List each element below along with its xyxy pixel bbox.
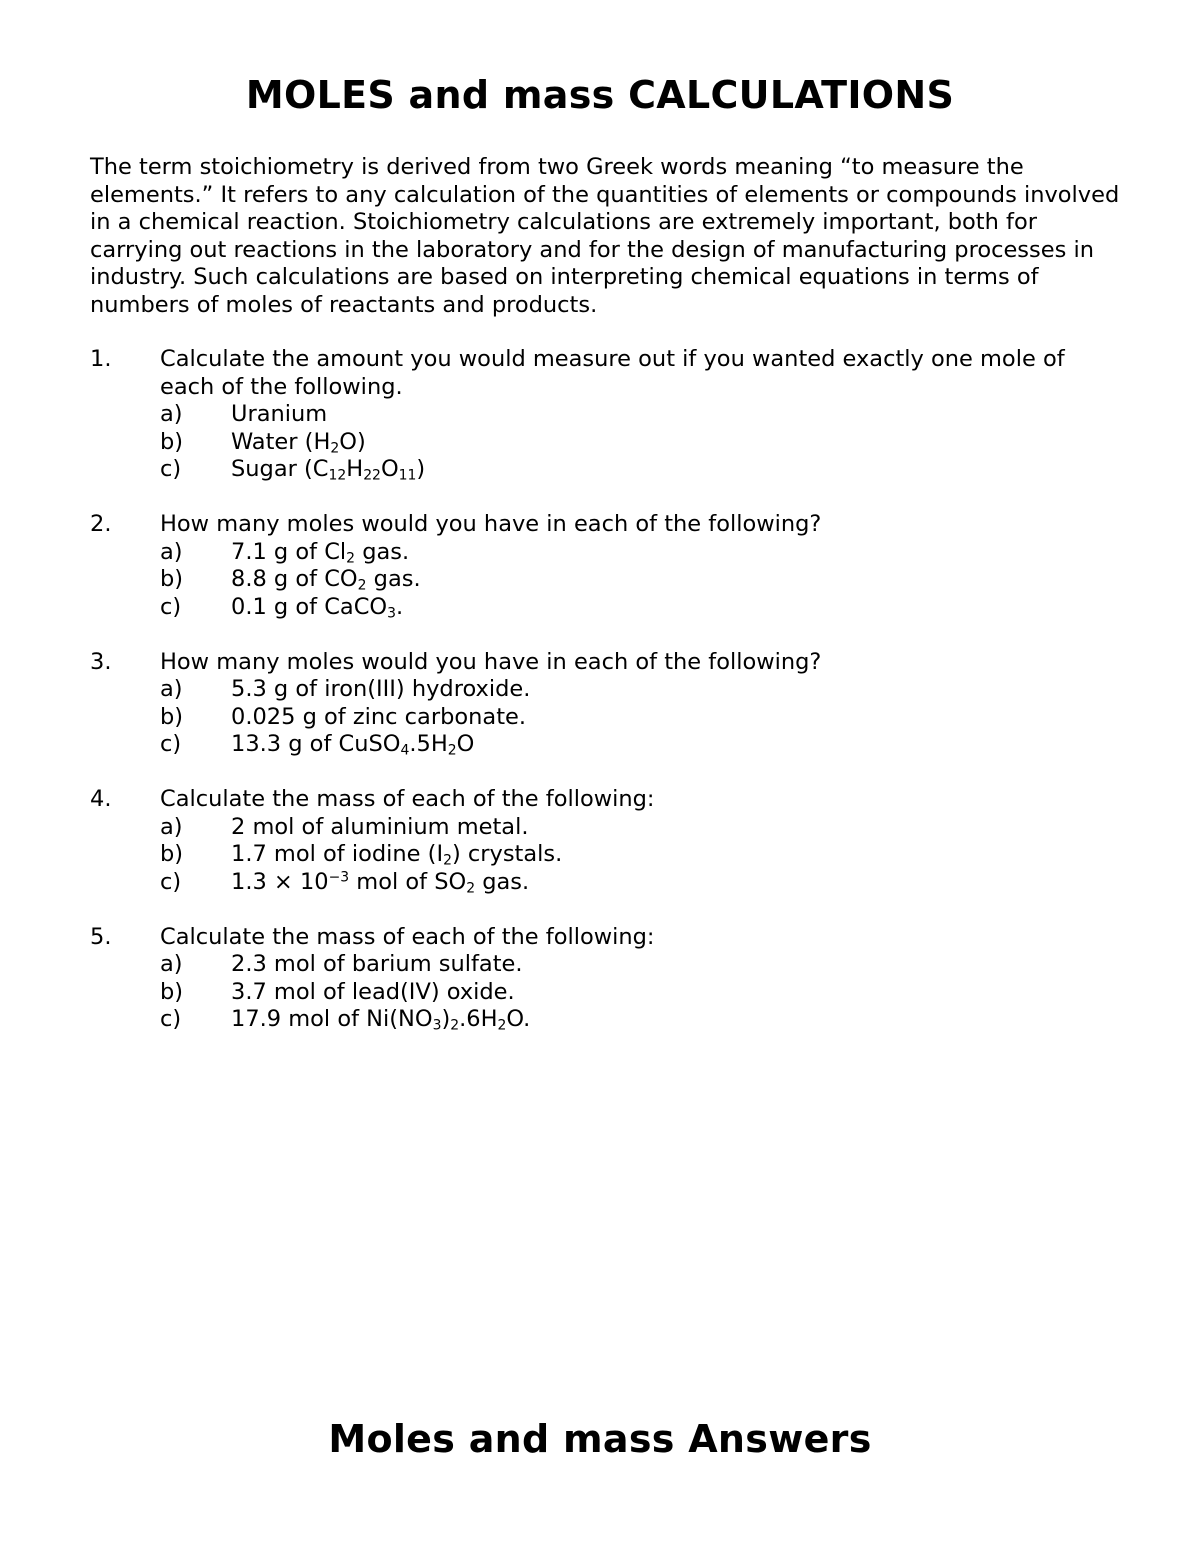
part-text-segment: O	[380, 456, 399, 482]
part-letter: c)	[160, 593, 182, 620]
question-part	[160, 456, 1120, 484]
question-list	[90, 346, 1120, 1061]
subscript: 12	[328, 467, 347, 484]
part-letter: b)	[160, 566, 184, 592]
part-letter: b)	[160, 841, 184, 867]
part-text	[231, 456, 425, 482]
part-text-segment: .5H	[409, 731, 448, 757]
part-text	[231, 704, 526, 730]
subscript: 11	[398, 467, 417, 484]
part-letter: c)	[160, 1006, 182, 1032]
part-text-segment: gas.	[475, 868, 530, 895]
part-text	[231, 979, 515, 1005]
subscript: 3	[387, 604, 397, 621]
part-text-segment: 7.1 g of Cl	[231, 538, 347, 565]
part-text-segment: )	[416, 456, 426, 482]
question-number: 3.	[90, 648, 112, 675]
question-part	[160, 1006, 1120, 1034]
subscript: 2	[466, 879, 476, 896]
part-text	[231, 539, 409, 565]
question-item	[90, 346, 1120, 484]
superscript: −3	[328, 868, 350, 885]
part-text-segment: 2 mol of aluminium metal.	[231, 813, 529, 840]
part-letter: a)	[160, 538, 183, 565]
question-part	[160, 841, 1120, 869]
question-item	[90, 511, 1120, 621]
question-text: Calculate the amount you would measure out if you wanted exactly one mole of each of the following.	[160, 346, 1065, 400]
question-text: How many moles would you have in each of the following?	[160, 511, 822, 537]
part-text	[231, 401, 327, 427]
part-text	[231, 429, 366, 455]
part-text-segment: .	[396, 593, 404, 620]
subscript: 2	[443, 852, 452, 869]
part-text	[231, 869, 529, 895]
subscript: 2	[357, 577, 367, 594]
part-text	[231, 594, 403, 620]
part-letter: b)	[160, 428, 184, 455]
part-text-segment: Water (H	[231, 428, 331, 455]
part-text-segment: O.	[506, 1006, 531, 1032]
part-text-segment: 2.3 mol of barium sulfate.	[231, 951, 523, 977]
part-text-segment: Uranium	[231, 401, 328, 427]
part-text	[231, 731, 474, 757]
question-part	[160, 869, 1120, 897]
part-text-segment: Sugar (C	[231, 456, 329, 482]
part-text	[231, 566, 421, 592]
question-text: Calculate the mass of each of the following:	[160, 786, 655, 812]
question-part	[160, 979, 1120, 1007]
part-text-segment: O	[456, 731, 475, 757]
part-letter: a)	[160, 401, 183, 427]
part-text	[231, 676, 530, 702]
part-text-segment: 0.1 g of CaCO	[231, 593, 388, 620]
subscript: 2	[330, 439, 340, 456]
part-text-segment: gas.	[355, 538, 410, 565]
question-number: 5.	[90, 923, 112, 950]
question-number: 2.	[90, 511, 112, 537]
subscript: 3	[432, 1017, 442, 1034]
subscript: 4	[400, 742, 410, 759]
part-text-segment: ) crystals.	[451, 841, 563, 867]
part-text	[231, 814, 528, 840]
part-text-segment: 5.3 g of iron(III) hydroxide.	[231, 676, 531, 702]
part-text	[231, 841, 562, 867]
question-part	[160, 539, 1120, 567]
subscript: 2	[346, 549, 356, 566]
question-part	[160, 429, 1120, 457]
answers-heading: Moles and mass Answers	[328, 1417, 872, 1461]
question-part	[160, 951, 1120, 979]
part-text-segment: 1.7 mol of iodine (I	[231, 841, 444, 867]
part-text-segment: 0.025 g of zinc carbonate.	[231, 703, 527, 730]
subscript: 2	[450, 1017, 460, 1034]
part-letter: c)	[160, 456, 182, 482]
part-text-segment: 8.8 g of CO	[231, 566, 358, 592]
question-part	[160, 566, 1120, 594]
question-part	[160, 704, 1120, 732]
subscript: 2	[447, 742, 457, 759]
part-letter: c)	[160, 868, 182, 895]
question-part	[160, 731, 1120, 759]
part-text-segment: 1.3 × 10	[231, 868, 329, 895]
question-text: Calculate the mass of each of the following:	[160, 923, 655, 950]
part-text-segment: .6H	[459, 1006, 498, 1032]
part-letter: a)	[160, 676, 183, 702]
part-text-segment: mol of SO	[349, 868, 467, 895]
part-letter: b)	[160, 703, 184, 730]
intro-paragraph: The term stoichiometry is derived from two Greek words meaning “to measure the elements.” It refers to any calculation of the quantities of elements or compounds involved in a chemical reaction. Stoichiometry calculations are extremely important, both for carrying out reactions in the laboratory and for the design of manufacturing processes in industry. Such calculations are based on interpreting chemical equations in terms of numbers of moles of reactants and products.	[90, 154, 1120, 318]
page-title: MOLES and mass CALCULATIONS	[245, 73, 955, 117]
question-part	[160, 401, 1120, 429]
question-item	[90, 649, 1120, 759]
part-letter: b)	[160, 978, 184, 1005]
part-letter: c)	[160, 731, 182, 757]
question-part	[160, 594, 1120, 622]
part-text	[231, 951, 523, 977]
part-letter: a)	[160, 951, 183, 977]
part-text-segment: 17.9 mol of Ni(NO	[231, 1006, 433, 1032]
question-part	[160, 676, 1120, 704]
part-text-segment: 13.3 g of CuSO	[231, 731, 401, 757]
part-text-segment: 3.7 mol of lead(IV) oxide.	[231, 978, 515, 1005]
question-number: 1.	[90, 346, 112, 372]
question-number: 4.	[90, 786, 112, 812]
part-text-segment: )	[441, 1006, 451, 1032]
question-text: How many moles would you have in each of the following?	[160, 648, 822, 675]
subscript: 2	[497, 1017, 507, 1034]
part-text-segment: H	[346, 456, 364, 482]
part-text	[231, 1006, 530, 1032]
question-item	[90, 924, 1120, 1034]
part-text-segment: O)	[339, 428, 366, 455]
part-text-segment: gas.	[366, 566, 421, 592]
question-part	[160, 814, 1120, 842]
question-item	[90, 786, 1120, 896]
part-letter: a)	[160, 813, 183, 840]
subscript: 22	[363, 467, 381, 484]
